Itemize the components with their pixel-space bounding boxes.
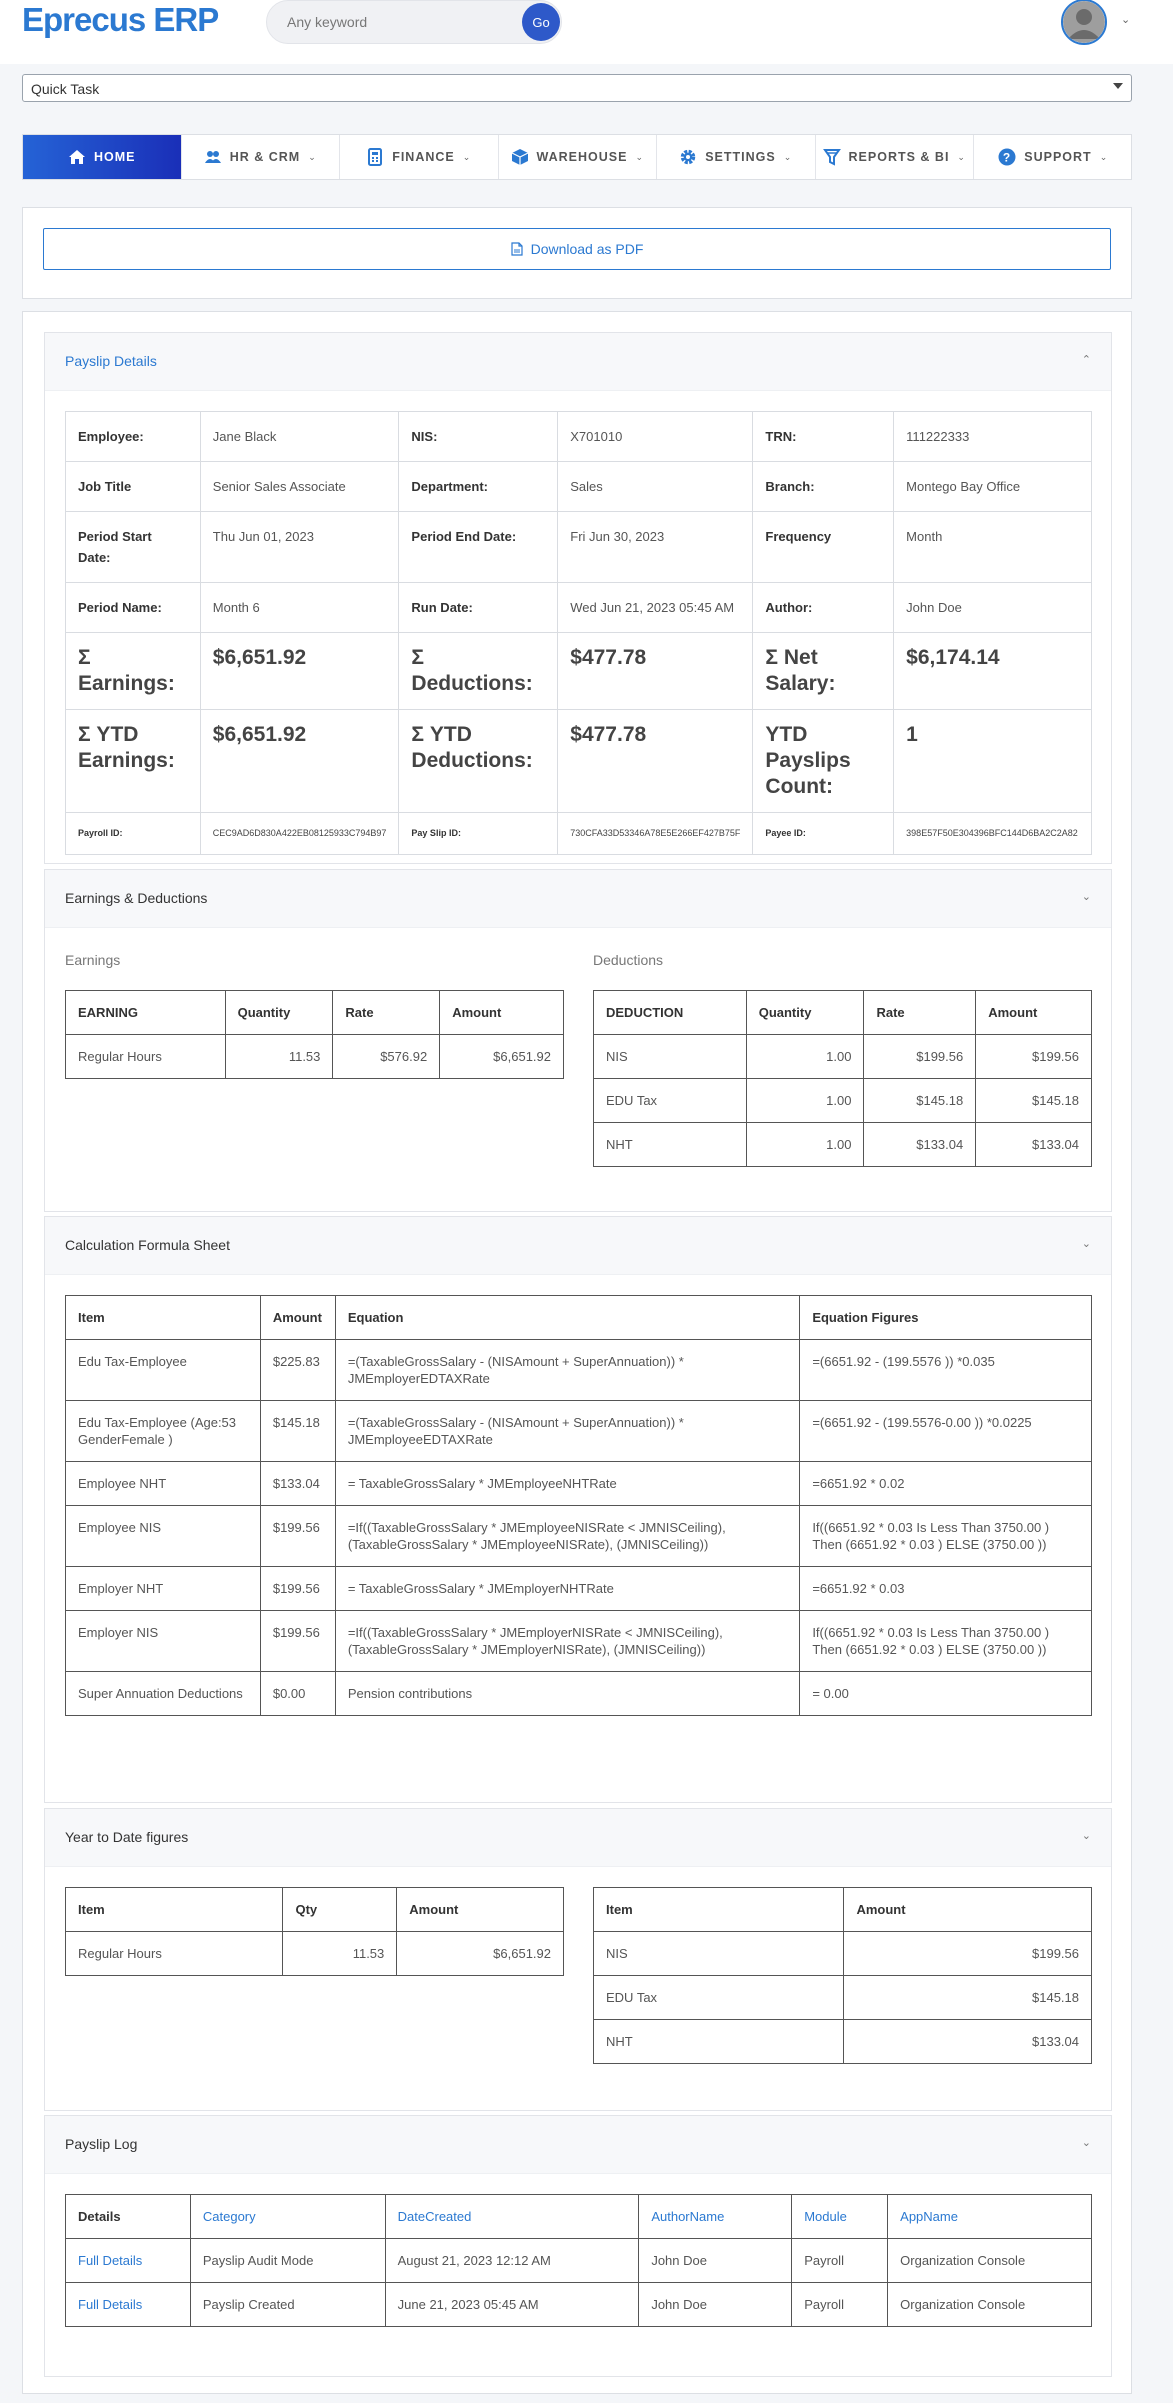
column-header: Quantity	[225, 991, 333, 1035]
field-value: Fri Jun 30, 2023	[558, 512, 753, 583]
total-value: 1	[894, 710, 1092, 813]
totals-row	[66, 710, 1092, 813]
table-row	[66, 1611, 1092, 1672]
detail-row	[66, 512, 1092, 583]
payslip-details-table	[65, 411, 1092, 855]
table-cell: Regular Hours	[66, 1932, 283, 1976]
chevron-down-icon[interactable]: ⌄	[1121, 14, 1131, 26]
section-header[interactable]	[45, 2116, 1111, 2174]
field-label: Period Start Date:	[66, 512, 201, 583]
total-value: $6,174.14	[894, 633, 1092, 710]
chevron-down-icon[interactable]: ⌄	[1081, 891, 1091, 903]
chevron-down-icon: ⌄	[783, 151, 793, 162]
chevron-up-icon[interactable]: ⌃	[1081, 354, 1091, 366]
gear-icon	[679, 148, 697, 166]
table-cell: $199.56	[260, 1506, 335, 1567]
field-value: Senior Sales Associate	[200, 462, 399, 512]
table-cell: Payslip Created	[190, 2283, 385, 2327]
table-cell: $133.04	[260, 1462, 335, 1506]
section-title: Payslip Log	[65, 2136, 138, 2152]
go-button[interactable]: Go	[522, 3, 560, 41]
field-value: Montego Bay Office	[894, 462, 1092, 512]
table-cell: Employer NIS	[66, 1611, 261, 1672]
table-cell: $133.04	[844, 2020, 1092, 2064]
total-label: Σ Net Salary:	[753, 633, 894, 710]
section-header[interactable]	[45, 1809, 1111, 1867]
payslip-card	[22, 311, 1132, 2394]
table-cell: Payslip Audit Mode	[190, 2239, 385, 2283]
svg-text:?: ?	[1003, 150, 1012, 165]
table-cell: $133.04	[976, 1123, 1092, 1167]
table-cell: Payroll	[792, 2283, 888, 2327]
field-value: X701010	[558, 412, 753, 462]
table-cell: =6651.92 * 0.03	[800, 1567, 1092, 1611]
question-icon	[998, 148, 1016, 166]
table-cell: $199.56	[260, 1567, 335, 1611]
table-cell: = TaxableGrossSalary * JMEmployeeNHTRate	[335, 1462, 799, 1506]
nav-finance[interactable]: FINANCE ⌄	[340, 135, 499, 179]
id-value: 398E57F50E304396BFC144D6BA2C2A82	[894, 813, 1092, 855]
table-row	[66, 1932, 564, 1976]
ytd-section	[44, 1808, 1112, 2111]
field-label: Job Title	[66, 462, 201, 512]
table-cell: If((6651.92 * 0.03 Is Less Than 3750.00 ) Then (6651.92 * 0.03 ) ELSE (3750.00 ))	[800, 1611, 1092, 1672]
app-logo[interactable]: Eprecus ERP	[22, 1, 219, 38]
total-label: YTD Payslips Count:	[753, 710, 894, 813]
table-cell: 1.00	[746, 1079, 864, 1123]
field-value: Thu Jun 01, 2023	[200, 512, 399, 583]
table-cell: Edu Tax-Employee	[66, 1340, 261, 1401]
field-value: 111222333	[894, 412, 1092, 462]
table-cell: $133.04	[864, 1123, 976, 1167]
id-label: Payee ID:	[753, 813, 894, 855]
table-row	[594, 2020, 1092, 2064]
ytd-earnings-table	[65, 1887, 564, 1976]
table-cell: =If((TaxableGrossSalary * JMEmployerNISRate < JMNISCeiling), (TaxableGrossSalary * JMEmployerNISRate), (JMNISCeiling))	[335, 1611, 799, 1672]
field-value: Wed Jun 21, 2023 05:45 AM	[558, 583, 753, 633]
table-cell: $145.18	[976, 1079, 1092, 1123]
table-cell: =(TaxableGrossSalary - (NISAmount + SuperAnnuation)) * JMEmployeeEDTAXRate	[335, 1401, 799, 1462]
table-cell: EDU Tax	[594, 1976, 844, 2020]
id-label: Pay Slip ID:	[399, 813, 558, 855]
field-label: Employee:	[66, 412, 201, 462]
quick-task-select[interactable]	[22, 74, 1132, 102]
table-cell: Employee NIS	[66, 1506, 261, 1567]
table-cell: =(TaxableGrossSalary - (NISAmount + SuperAnnuation)) * JMEmployerEDTAXRate	[335, 1340, 799, 1401]
table-cell: 11.53	[225, 1035, 333, 1079]
column-header: Item	[66, 1296, 261, 1340]
table-cell: = TaxableGrossSalary * JMEmployerNHTRate	[335, 1567, 799, 1611]
search-box	[266, 0, 562, 44]
total-value: $6,651.92	[200, 633, 399, 710]
field-label: Run Date:	[399, 583, 558, 633]
total-value: $477.78	[558, 633, 753, 710]
total-label: Σ YTD Earnings:	[66, 710, 201, 813]
field-label: TRN:	[753, 412, 894, 462]
field-label: Period Name:	[66, 583, 201, 633]
column-header[interactable]: Category	[190, 2195, 385, 2239]
table-cell: 11.53	[283, 1932, 397, 1976]
field-value: Month 6	[200, 583, 399, 633]
chevron-down-icon: ⌄	[1099, 151, 1109, 162]
nav-settings[interactable]: SETTINGS ⌄	[657, 135, 816, 179]
table-row	[66, 1340, 1092, 1401]
nav-reports-bi[interactable]: REPORTS & BI ⌄	[816, 135, 975, 179]
earnings-label: Earnings	[65, 952, 121, 968]
box-icon	[511, 148, 529, 166]
table-cell: $225.83	[260, 1340, 335, 1401]
chevron-down-icon: ⌄	[308, 151, 317, 162]
table-cell: John Doe	[639, 2283, 792, 2327]
nav-support[interactable]: ? SUPPORT ⌄	[974, 135, 1133, 179]
column-header[interactable]: AppName	[888, 2195, 1092, 2239]
user-icon	[1063, 1, 1107, 45]
table-row	[594, 1976, 1092, 2020]
column-header[interactable]: DateCreated	[385, 2195, 639, 2239]
column-header: Equation	[335, 1296, 799, 1340]
total-value: $6,651.92	[200, 710, 399, 813]
field-value: Jane Black	[200, 412, 399, 462]
table-cell: June 21, 2023 05:45 AM	[385, 2283, 639, 2327]
table-row	[66, 1401, 1092, 1462]
total-value: $477.78	[558, 710, 753, 813]
column-header: Qty	[283, 1888, 397, 1932]
table-cell: Regular Hours	[66, 1035, 226, 1079]
main-nav	[22, 134, 1132, 180]
table-cell: EDU Tax	[594, 1079, 747, 1123]
section-header[interactable]	[45, 1217, 1111, 1275]
field-label: Author:	[753, 583, 894, 633]
column-header: Equation Figures	[800, 1296, 1092, 1340]
table-cell: $199.56	[260, 1611, 335, 1672]
column-header: DEDUCTION	[594, 991, 747, 1035]
section-title: Earnings & Deductions	[65, 890, 208, 906]
deductions-label: Deductions	[593, 952, 664, 968]
table-cell: $199.56	[976, 1035, 1092, 1079]
earnings-table	[65, 990, 564, 1079]
payslip-log-table	[65, 2194, 1092, 2327]
column-header: Quantity	[746, 991, 864, 1035]
deductions-table	[593, 990, 1092, 1167]
totals-row	[66, 633, 1092, 710]
file-pdf-icon	[511, 242, 523, 256]
nav-hr-crm[interactable]: HR & CRM ⌄	[182, 135, 341, 179]
chevron-down-icon: ⌄	[635, 151, 644, 162]
column-header: Item	[66, 1888, 283, 1932]
download-card	[22, 207, 1132, 299]
home-icon	[68, 148, 86, 166]
quick-task-value: Quick Task	[31, 81, 100, 97]
nav-home[interactable]: HOME	[23, 135, 182, 179]
table-cell: If((6651.92 * 0.03 Is Less Than 3750.00 ) Then (6651.92 * 0.03 ) ELSE (3750.00 ))	[800, 1506, 1092, 1567]
full-details-link[interactable]: Full Details	[66, 2239, 191, 2283]
avatar[interactable]	[1061, 0, 1107, 45]
table-row	[66, 1035, 564, 1079]
table-row	[66, 2283, 1092, 2327]
total-label: Σ YTD Deductions:	[399, 710, 558, 813]
section-header[interactable]	[45, 870, 1111, 928]
table-row	[594, 1123, 1092, 1167]
calculator-icon	[366, 148, 384, 166]
table-cell: Organization Console	[888, 2283, 1092, 2327]
table-cell: $6,651.92	[440, 1035, 564, 1079]
formula-table	[65, 1295, 1092, 1716]
section-title: Payslip Details	[65, 353, 157, 369]
table-cell: Employer NHT	[66, 1567, 261, 1611]
column-header: Amount	[397, 1888, 564, 1932]
table-cell: 1.00	[746, 1123, 864, 1167]
table-cell: NIS	[594, 1932, 844, 1976]
table-cell: Super Annuation Deductions	[66, 1672, 261, 1716]
column-header: Item	[594, 1888, 844, 1932]
column-header: Amount	[844, 1888, 1092, 1932]
column-header: Amount	[260, 1296, 335, 1340]
table-cell: =(6651.92 - (199.5576-0.00 )) *0.0225	[800, 1401, 1092, 1462]
section-title: Year to Date figures	[65, 1829, 189, 1845]
table-cell: $6,651.92	[397, 1932, 564, 1976]
column-header: Details	[66, 2195, 191, 2239]
table-row	[66, 1567, 1092, 1611]
detail-row	[66, 462, 1092, 512]
table-cell: NHT	[594, 2020, 844, 2064]
search-input[interactable]	[287, 12, 507, 32]
total-label: Σ Deductions:	[399, 633, 558, 710]
table-row	[66, 1506, 1092, 1567]
chevron-down-icon[interactable]: ⌄	[1081, 2137, 1091, 2149]
full-details-link[interactable]: Full Details	[66, 2283, 191, 2327]
table-cell: NIS	[594, 1035, 747, 1079]
table-row	[66, 2239, 1092, 2283]
table-row	[594, 1035, 1092, 1079]
column-header[interactable]: AuthorName	[639, 2195, 792, 2239]
table-row	[66, 1672, 1092, 1716]
table-cell: Edu Tax-Employee (Age:53 GenderFemale )	[66, 1401, 261, 1462]
table-row	[594, 1079, 1092, 1123]
table-cell: Pension contributions	[335, 1672, 799, 1716]
table-cell: Employee NHT	[66, 1462, 261, 1506]
column-header: Rate	[333, 991, 440, 1035]
field-label: Department:	[399, 462, 558, 512]
field-value: Sales	[558, 462, 753, 512]
column-header: Amount	[440, 991, 564, 1035]
table-cell: = 0.00	[800, 1672, 1092, 1716]
table-cell: $145.18	[260, 1401, 335, 1462]
table-row	[66, 1462, 1092, 1506]
chevron-down-icon: ⌄	[957, 151, 966, 162]
field-label: NIS:	[399, 412, 558, 462]
column-header: Amount	[976, 991, 1092, 1035]
table-cell: =6651.92 * 0.02	[800, 1462, 1092, 1506]
id-value: 730CFA33D53346A78E5E266EF427B75F	[558, 813, 753, 855]
detail-row	[66, 412, 1092, 462]
table-cell: $145.18	[864, 1079, 976, 1123]
chevron-down-icon: ⌄	[462, 151, 472, 162]
detail-row	[66, 583, 1092, 633]
table-cell: Organization Console	[888, 2239, 1092, 2283]
table-cell: Payroll	[792, 2239, 888, 2283]
field-value: John Doe	[894, 583, 1092, 633]
table-cell: 1.00	[746, 1035, 864, 1079]
column-header[interactable]: Module	[792, 2195, 888, 2239]
table-cell: NHT	[594, 1123, 747, 1167]
id-label: Payroll ID:	[66, 813, 201, 855]
table-cell: $0.00	[260, 1672, 335, 1716]
payslip-details-section	[44, 332, 1112, 864]
column-header: Rate	[864, 991, 976, 1035]
table-cell: =If((TaxableGrossSalary * JMEmployeeNISRate < JMNISCeiling), (TaxableGrossSalary * JMEmployeeNISRate), (JMNISCeiling))	[335, 1506, 799, 1567]
download-pdf-button[interactable]: Download as PDF	[43, 228, 1111, 270]
section-header[interactable]	[45, 333, 1111, 391]
field-label: Frequency	[753, 512, 894, 583]
filter-icon	[823, 148, 841, 166]
chevron-down-icon[interactable]: ⌄	[1081, 1830, 1091, 1842]
total-label: Σ Earnings:	[66, 633, 201, 710]
ytd-deductions-table	[593, 1887, 1092, 2064]
table-row	[594, 1932, 1092, 1976]
formula-sheet-section	[44, 1216, 1112, 1803]
field-label: Branch:	[753, 462, 894, 512]
section-title: Calculation Formula Sheet	[65, 1237, 230, 1253]
ids-row	[66, 813, 1092, 855]
chevron-down-icon[interactable]: ⌄	[1081, 1238, 1091, 1250]
table-cell: $576.92	[333, 1035, 440, 1079]
payslip-log-section	[44, 2115, 1112, 2377]
table-cell: $145.18	[844, 1976, 1092, 2020]
table-cell: $199.56	[844, 1932, 1092, 1976]
dropdown-arrow-icon	[1113, 83, 1123, 89]
users-icon	[204, 148, 222, 166]
table-cell: August 21, 2023 12:12 AM	[385, 2239, 639, 2283]
table-cell: John Doe	[639, 2239, 792, 2283]
id-value: CEC9AD6D830A422EB08125933C794B97	[200, 813, 399, 855]
table-cell: $199.56	[864, 1035, 976, 1079]
table-cell: =(6651.92 - (199.5576 )) *0.035	[800, 1340, 1092, 1401]
earnings-deductions-section	[44, 869, 1112, 1212]
field-value: Month	[894, 512, 1092, 583]
field-label: Period End Date:	[399, 512, 558, 583]
nav-warehouse[interactable]: WAREHOUSE ⌄	[499, 135, 658, 179]
top-bar	[0, 0, 1173, 64]
column-header: EARNING	[66, 991, 226, 1035]
